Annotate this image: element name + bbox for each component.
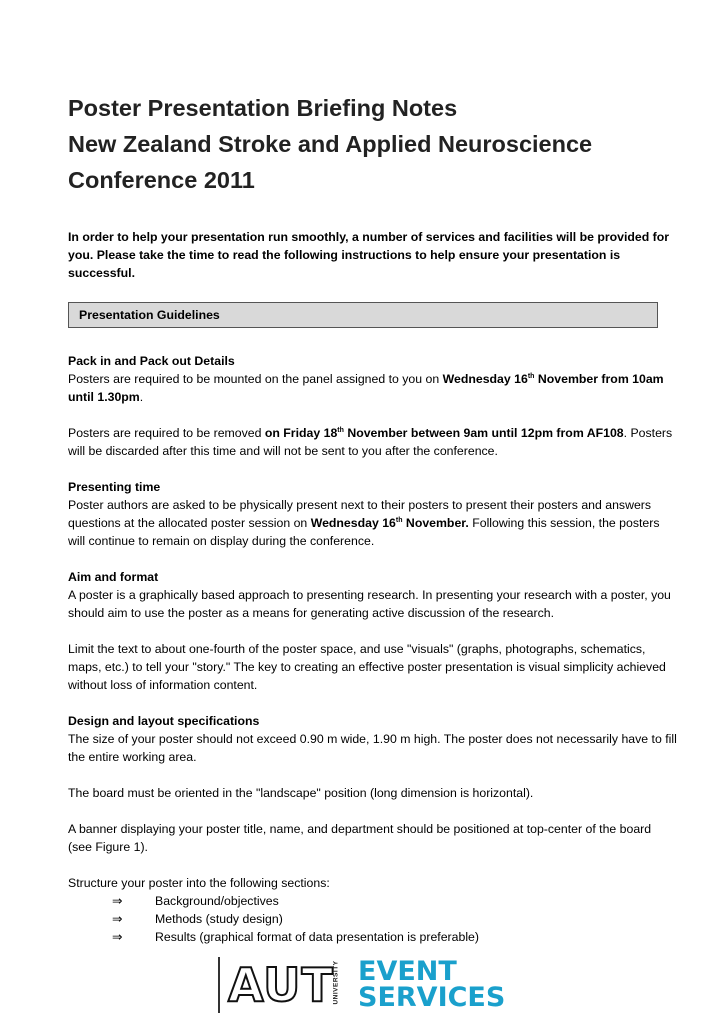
list-item: [68, 928, 678, 946]
university-label: UNIVERSITY: [332, 960, 340, 1005]
pack-p1-sup: th: [527, 372, 535, 380]
pack-p2-bold-a: on Friday 18: [264, 426, 338, 440]
pack-paragraph-1: [68, 352, 678, 406]
section-bar: Presentation Guidelines: [68, 302, 658, 328]
title-line-2: New Zealand Stroke and Applied Neuroscience: [68, 131, 593, 157]
pack-p2-end: . Posters will be discarded after this time and will not be sent to you after the conference.: [68, 426, 673, 458]
title-line-1: Poster Presentation Briefing Notes: [68, 95, 458, 121]
aut-wordmark: AUT: [228, 958, 334, 1012]
aim-paragraph-2: Limit the text to about one-fourth of the poster space, and use "visuals" (graphs, photographs, schematics, maps, etc.) to tell your "story." The key to creating an effective poster presentation is visual simplicity achieved without loss of information content.: [68, 642, 666, 692]
university-label-box: [334, 959, 344, 1011]
list-item: [68, 892, 678, 910]
intro-paragraph: In order to help your presentation run smoothly, a number of services and facilities will be provided for you. Please take the time to read the following instructions to help ensure your presentation is successful.: [68, 230, 670, 280]
design-paragraph-2: The board must be oriented in the "landscape" position (long dimension is horizontal).: [68, 786, 534, 800]
presenting-heading: Presenting time: [68, 480, 161, 494]
document-title: [68, 90, 592, 198]
event-label: EVENT: [358, 956, 457, 987]
guidelines-body: [68, 352, 678, 946]
logo-divider: [218, 957, 220, 1013]
presenting-text-a: Poster authors are asked to be physically present next to their posters to present their posters and answers questions at the allocated poster session on: [68, 498, 652, 530]
pack-p2-bold-b: November between 9am until 12pm from AF108: [343, 426, 624, 440]
aim-heading: Aim and format: [68, 570, 159, 584]
event-services-wordmark: [358, 956, 506, 1013]
pack-p2-text: Posters are required to be removed: [68, 426, 265, 440]
implies-arrow-icon: ⇒: [112, 894, 123, 908]
list-item-label: Results (graphical format of data presentation is preferable): [155, 930, 479, 944]
list-item-label: Methods (study design): [155, 912, 283, 926]
implies-arrow-icon: ⇒: [112, 930, 123, 944]
pack-heading: Pack in and Pack out Details: [68, 354, 235, 368]
services-label: SERVICES: [358, 982, 506, 1013]
presenting-bold-b: November.: [402, 516, 469, 530]
title-line-3: Conference 2011: [68, 167, 255, 193]
pack-p2-sup: th: [337, 426, 344, 434]
presenting-paragraph: [68, 478, 678, 550]
presenting-text-b: Following this session, the posters will continue to remain on display during the conference.: [68, 516, 660, 548]
aim-p1: A poster is a graphically based approach to presenting research. In presenting your research with a poster, you should aim to use the poster as a means for generating active discussion of the research.: [68, 588, 671, 620]
presenting-bold-a: Wednesday 16: [310, 516, 396, 530]
pack-p1-end: .: [139, 390, 144, 404]
presenting-sup: th: [395, 516, 403, 524]
implies-arrow-icon: ⇒: [112, 912, 123, 926]
pack-paragraph-2: [68, 424, 678, 460]
design-p1: The size of your poster should not exceed 0.90 m wide, 1.90 m high. The poster does not necessarily have to fill the entire working area.: [68, 732, 677, 764]
aim-paragraph-1: [68, 568, 678, 622]
list-item-label: Background/objectives: [155, 894, 279, 908]
design-paragraph-1: [68, 712, 678, 766]
pack-p1-text: Posters are required to be mounted on the panel assigned to you on: [68, 372, 443, 386]
design-paragraph-3: A banner displaying your poster title, name, and department should be positioned at top-center of the board (see Figure 1).: [68, 822, 652, 854]
aut-event-services-logo: [218, 955, 518, 1015]
list-item: [68, 910, 678, 928]
pack-p1-bold-b: November from 10am until 1.30pm: [68, 372, 664, 404]
sections-list: [68, 892, 678, 946]
design-heading: Design and layout specifications: [68, 714, 260, 728]
design-paragraph-4: Structure your poster into the following sections:: [68, 876, 330, 890]
pack-p1-bold-a: Wednesday 16: [442, 372, 528, 386]
